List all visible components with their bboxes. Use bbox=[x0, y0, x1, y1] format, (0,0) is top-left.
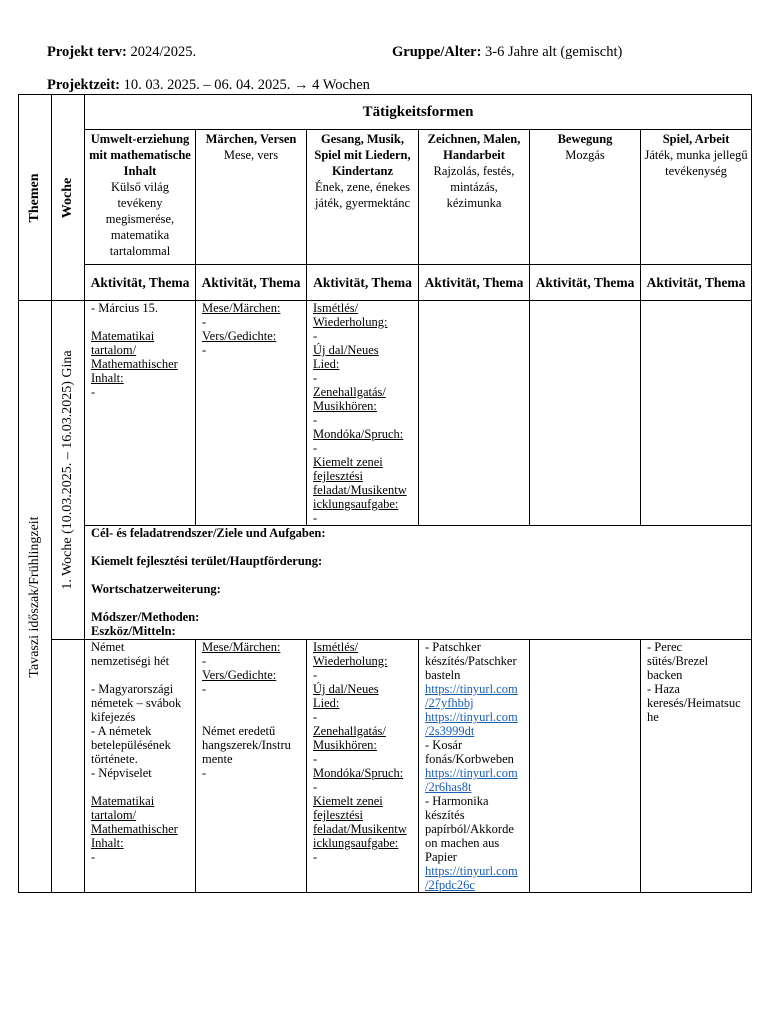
cell-text: - A németek bbox=[91, 724, 152, 738]
goal-heading: Wortschatzerweiterung: bbox=[91, 582, 221, 596]
cell-text: nemzetiségi hét bbox=[91, 654, 170, 668]
cell-text: - bbox=[202, 654, 207, 668]
section-label: feladat/Musikentw bbox=[313, 822, 407, 836]
project-plan-line bbox=[47, 44, 196, 61]
activity-theme-header: Aktivität, Thema bbox=[307, 265, 419, 301]
week1-music-cell bbox=[307, 301, 419, 526]
category-header: Spiel, Arbeit Játék, munka jellegű tevékenység bbox=[641, 130, 752, 265]
cell-text: basteln bbox=[425, 668, 461, 682]
project-time-value: 10. 03. 2025. – 06. 04. 2025. bbox=[123, 77, 291, 93]
cell-text: készítés/Patschker bbox=[425, 654, 517, 668]
week-1-cell bbox=[52, 301, 85, 640]
blank-line bbox=[91, 568, 745, 582]
project-weeks: 4 Wochen bbox=[312, 77, 370, 93]
cell-text: Papier bbox=[425, 850, 457, 864]
activity-forms-title: Tätigkeitsformen bbox=[85, 95, 752, 130]
week2-tales-cell bbox=[196, 640, 307, 893]
week1-math-cell bbox=[85, 301, 196, 526]
section-label: Zenehallgatás/ bbox=[313, 385, 386, 399]
week2-math-cell bbox=[85, 640, 196, 893]
section-label: Inhalt: bbox=[91, 836, 124, 850]
cell-text: Német bbox=[91, 640, 125, 654]
section-label: fejlesztési bbox=[313, 808, 363, 822]
cell-text: - Perec bbox=[647, 640, 683, 654]
cell-text: papírból/Akkorde bbox=[425, 822, 514, 836]
cell-text: - Haza bbox=[647, 682, 680, 696]
project-plan-label: Projekt terv: bbox=[47, 44, 127, 60]
cell-text: - bbox=[313, 511, 318, 525]
week-2-cell bbox=[52, 640, 85, 893]
section-label: tartalom/ bbox=[91, 343, 137, 357]
activity-theme-header: Aktivität, Thema bbox=[419, 265, 530, 301]
section-label: Lied: bbox=[313, 357, 340, 371]
week1-drawing-cell bbox=[419, 301, 530, 526]
goal-heading: Kiemelt fejlesztési terület/Hauptförderung: bbox=[91, 554, 323, 568]
blank-line bbox=[91, 780, 189, 794]
cell-text: keresés/Heimatsuc bbox=[647, 696, 741, 710]
blank-line bbox=[91, 596, 745, 610]
group-label: Gruppe/Alter: bbox=[392, 44, 482, 60]
week1-play-cell bbox=[641, 301, 752, 526]
cell-text: - bbox=[91, 385, 96, 399]
cell-text: fonás/Korbweben bbox=[425, 752, 514, 766]
themes-column-header: Themen bbox=[19, 95, 52, 301]
section-label: icklungsaufgabe: bbox=[313, 836, 399, 850]
resource-link[interactable]: /2s3999dt bbox=[425, 724, 475, 738]
goals-block bbox=[85, 526, 752, 640]
category-header: Zeichnen, Malen, Handarbeit Rajzolás, festés, mintázás, kézimunka bbox=[419, 130, 530, 265]
week2-drawing-cell bbox=[419, 640, 530, 893]
section-label: Mondóka/Spruch: bbox=[313, 427, 404, 441]
cell-text: Német eredetű bbox=[202, 724, 276, 738]
section-label: Vers/Gedichte: bbox=[202, 668, 277, 682]
group-line bbox=[392, 44, 622, 61]
cell-text: - bbox=[313, 329, 318, 343]
section-label: tartalom/ bbox=[91, 808, 137, 822]
week2-movement-cell bbox=[530, 640, 641, 893]
cell-text: készítés bbox=[425, 808, 465, 822]
cell-text: - bbox=[202, 682, 207, 696]
goal-heading: Cél- és feladatrendszer/Ziele und Aufgaben: bbox=[91, 526, 326, 540]
cell-text: - Magyarországi bbox=[91, 682, 174, 696]
cell-text: - bbox=[91, 850, 96, 864]
cell-text: - bbox=[313, 780, 318, 794]
cell-text: - Kosár bbox=[425, 738, 463, 752]
resource-link[interactable]: https://tinyurl.com bbox=[425, 864, 518, 878]
group-value: 3-6 Jahre alt (gemischt) bbox=[485, 44, 623, 60]
category-header: Gesang, Musik, Spiel mit Liedern, Kindertanz Ének, zene, énekes játék, gyermektánc bbox=[307, 130, 419, 265]
week2-music-cell bbox=[307, 640, 419, 893]
section-label: Új dal/Neues bbox=[313, 343, 379, 357]
cell-text: németek – svábok bbox=[91, 696, 182, 710]
resource-link[interactable]: /2r6has8t bbox=[425, 780, 472, 794]
resource-link[interactable]: /2fpdc26c bbox=[425, 878, 475, 892]
section-label: Mathemathischer bbox=[91, 357, 178, 371]
cell-text: he bbox=[647, 710, 659, 724]
cell-text: - bbox=[313, 371, 318, 385]
section-label: Musikhören: bbox=[313, 738, 377, 752]
cell-text: on machen aus bbox=[425, 836, 500, 850]
week-column-header: Woche bbox=[52, 95, 85, 301]
activity-theme-header: Aktivität, Thema bbox=[85, 265, 196, 301]
section-label: Inhalt: bbox=[91, 371, 124, 385]
theme-spring-cell bbox=[19, 301, 52, 893]
section-label: Zenehallgatás/ bbox=[313, 724, 386, 738]
section-label: fejlesztési bbox=[313, 469, 363, 483]
section-label: Matematikai bbox=[91, 794, 155, 808]
section-label: Mathemathischer bbox=[91, 822, 178, 836]
activity-theme-header: Aktivität, Thema bbox=[196, 265, 307, 301]
blank-line bbox=[91, 668, 189, 682]
blank-line bbox=[202, 696, 300, 710]
section-label: Mese/Märchen: bbox=[202, 301, 281, 315]
section-label: Ismétlés/ bbox=[313, 301, 359, 315]
section-label: Kiemelt zenei bbox=[313, 455, 383, 469]
activity-theme-header: Aktivität, Thema bbox=[641, 265, 752, 301]
cell-text: backen bbox=[647, 668, 683, 682]
cell-text: mente bbox=[202, 752, 233, 766]
goal-heading: Módszer/Methoden: bbox=[91, 610, 200, 624]
cell-text: - Harmonika bbox=[425, 794, 489, 808]
activity-theme-header: Aktivität, Thema bbox=[530, 265, 641, 301]
cell-text: - bbox=[202, 315, 207, 329]
cell-text: története. bbox=[91, 752, 138, 766]
cell-text: - bbox=[313, 752, 318, 766]
blank-line bbox=[202, 710, 300, 724]
blank-line bbox=[91, 315, 189, 329]
cell-text: betelepülésének bbox=[91, 738, 171, 752]
cell-text: - bbox=[313, 413, 318, 427]
theme-spring-label: Tavaszi időszak/Frühlingzeit bbox=[27, 515, 42, 678]
project-time-line bbox=[47, 77, 370, 94]
week1-movement-cell bbox=[530, 301, 641, 526]
cell-text: - bbox=[313, 710, 318, 724]
section-label: Új dal/Neues bbox=[313, 682, 379, 696]
week1-tales-cell bbox=[196, 301, 307, 526]
cell-text: hangszerek/Instru bbox=[202, 738, 291, 752]
section-label: feladat/Musikentw bbox=[313, 483, 407, 497]
section-label: icklungsaufgabe: bbox=[313, 497, 399, 511]
category-header: Märchen, Versen Mese, vers bbox=[196, 130, 307, 265]
section-label: Wiederholung: bbox=[313, 654, 388, 668]
arrow-icon: → bbox=[294, 77, 309, 93]
blank-line bbox=[91, 540, 745, 554]
cell-text: - Népviselet bbox=[91, 766, 152, 780]
section-label: Lied: bbox=[313, 696, 340, 710]
cell-text: - bbox=[313, 668, 318, 682]
section-label: Mondóka/Spruch: bbox=[313, 766, 404, 780]
project-plan-value: 2024/2025. bbox=[130, 44, 197, 60]
section-label: Ismétlés/ bbox=[313, 640, 359, 654]
resource-link[interactable]: https://tinyurl.com bbox=[425, 766, 518, 780]
cell-text: - bbox=[202, 766, 207, 780]
cell-text: - Patschker bbox=[425, 640, 481, 654]
activity-plan-table bbox=[18, 94, 752, 893]
category-header: Bewegung Mozgás bbox=[530, 130, 641, 265]
cell-text: - bbox=[313, 850, 318, 864]
cell-text: kifejezés bbox=[91, 710, 136, 724]
cell-text: - Március 15. bbox=[91, 301, 158, 315]
resource-link[interactable]: https://tinyurl.com bbox=[425, 682, 518, 696]
cell-text: - bbox=[313, 441, 318, 455]
section-label: Mese/Märchen: bbox=[202, 640, 281, 654]
section-label: Wiederholung: bbox=[313, 315, 388, 329]
section-label: Kiemelt zenei bbox=[313, 794, 383, 808]
section-label: Musikhören: bbox=[313, 399, 377, 413]
week2-play-cell bbox=[641, 640, 752, 893]
cell-text: sütés/Brezel bbox=[647, 654, 709, 668]
section-label: Matematikai bbox=[91, 329, 155, 343]
project-time-label: Projektzeit: bbox=[47, 77, 120, 93]
category-header: Umwelt-erziehung mit mathematische Inhalt Külső világ tevékeny megismerése, matematika tartalommal bbox=[85, 130, 196, 265]
week-1-label: 1. Woche (10.03.2025. – 16.03.2025) Gina bbox=[60, 350, 75, 590]
resource-link[interactable]: https://tinyurl.com bbox=[425, 710, 518, 724]
cell-text: - bbox=[202, 343, 207, 357]
goal-heading: Eszköz/Mitteln: bbox=[91, 624, 176, 638]
section-label: Vers/Gedichte: bbox=[202, 329, 277, 343]
resource-link[interactable]: /27yfhbbj bbox=[425, 696, 474, 710]
